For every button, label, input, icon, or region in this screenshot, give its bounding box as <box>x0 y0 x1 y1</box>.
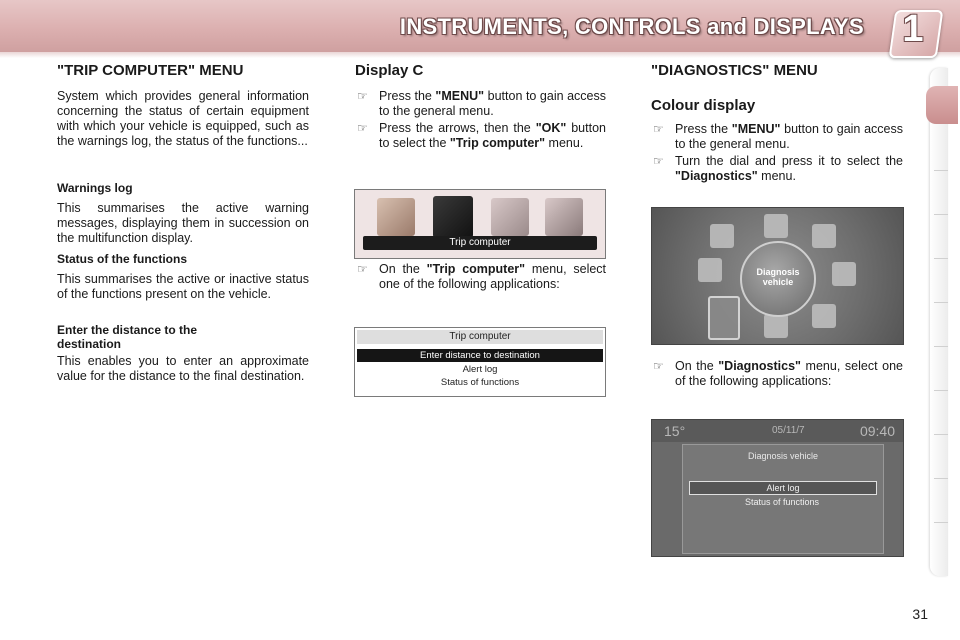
step-text: On the <box>675 359 719 373</box>
audio-icon <box>377 198 415 236</box>
pointing-hand-icon: ☞ <box>357 89 368 103</box>
step-text: menu, select one of the following applications: <box>379 262 607 291</box>
trip-computer-ref: "Trip computer" <box>426 262 526 276</box>
outside-temperature: 15° <box>664 423 686 439</box>
status-functions-text: This summarises the active or inactive status of the functions present on the vehicle. <box>57 272 309 301</box>
chapter-number: 1 <box>902 8 924 50</box>
page-number: 31 <box>912 606 928 622</box>
diagnosis-vehicle-center[interactable] <box>740 241 816 317</box>
warnings-log-text: This summarises the active warning messages, displaying them in succession on the multifunction display. <box>57 201 309 245</box>
display-c-step-1 <box>355 89 606 119</box>
step-text: button to gain access to the general menu. <box>675 122 904 151</box>
phone-icon <box>832 262 856 286</box>
settings-icon <box>812 304 836 328</box>
side-index-divider <box>934 522 948 523</box>
trip-computer-heading: "TRIP COMPUTER" MENU <box>57 62 244 79</box>
menu-button-ref: "MENU" <box>731 122 781 136</box>
fuel-pump-icon <box>433 196 473 238</box>
side-index-divider <box>934 170 948 171</box>
diagnosis-panel <box>682 444 884 554</box>
trip-screen-header: Trip computer <box>357 330 603 344</box>
status-functions-title: Status of the functions <box>57 252 187 266</box>
step-text: On the <box>379 262 427 276</box>
car-icon <box>812 224 836 248</box>
distance-destination-text: This enables you to enter an approximate value for the distance to the final destination. <box>57 354 309 383</box>
side-index-divider <box>934 478 948 479</box>
selected-menu-label: Trip computer <box>363 236 597 250</box>
display-c-step-3-wrap <box>355 262 606 292</box>
diagnostics-step-2 <box>651 154 903 184</box>
diagnostics-step-3-wrap <box>651 359 903 389</box>
display-c-heading: Display C <box>355 62 424 79</box>
warnings-log-title: Warnings log <box>57 181 133 195</box>
clock-readout: 09:40 <box>859 423 895 439</box>
telephone-icon <box>545 198 583 236</box>
menu-item-alert-log[interactable]: Alert log <box>462 364 498 375</box>
settings-sliders-icon <box>491 198 529 236</box>
column-trip-computer <box>57 58 309 384</box>
step-text: Press the <box>675 122 732 136</box>
diagnosis-panel-title: Diagnosis vehicle <box>747 451 819 461</box>
pointing-hand-icon: ☞ <box>357 262 368 276</box>
diagnostics-ref: "Diagnostics" <box>675 169 758 183</box>
display-c-step-3 <box>355 262 606 292</box>
step-text: menu. <box>757 169 796 183</box>
step-text: menu, select one of the following applications: <box>675 359 903 388</box>
side-index-divider <box>934 434 948 435</box>
diag-center-line1: Diagnosis <box>756 267 800 277</box>
step-text: button to gain access to the general menu. <box>379 89 606 118</box>
diagnosis-vehicle-screen <box>651 419 904 557</box>
diagnostics-menu-screen <box>651 207 904 345</box>
side-index-tab-active[interactable] <box>926 86 958 124</box>
side-index-divider <box>934 346 948 347</box>
side-index-divider <box>934 390 948 391</box>
pointing-hand-icon: ☞ <box>653 122 664 136</box>
column-display-c <box>355 58 606 151</box>
colour-display-heading: Colour display <box>651 97 756 114</box>
diag-center-line2: vehicle <box>762 277 794 287</box>
diagnostics-step-1 <box>651 122 903 152</box>
ok-button-ref: "OK" <box>535 121 567 135</box>
menu-item-status-functions[interactable]: Status of functions <box>744 497 820 507</box>
diagnostics-heading: "DIAGNOSTICS" MENU <box>651 62 818 79</box>
column-diagnostics <box>651 58 903 184</box>
display-c-step-2 <box>355 121 606 151</box>
status-bar <box>652 420 903 442</box>
pointing-hand-icon: ☞ <box>653 154 664 168</box>
trip-computer-ref: "Trip computer" <box>449 136 546 150</box>
trip-computer-screen <box>354 327 606 397</box>
side-index-divider <box>934 302 948 303</box>
step-text: Turn the dial and press it to select the <box>675 154 903 168</box>
menu-item-status-functions[interactable]: Status of functions <box>440 377 520 388</box>
date-readout: 05/11/7 <box>772 425 805 436</box>
side-index-rail <box>930 68 948 576</box>
menu-button-ref: "MENU" <box>435 89 485 103</box>
menu-item-enter-distance[interactable]: Enter distance to destination <box>357 349 603 362</box>
distance-destination-title: Enter the distance to the destination <box>57 323 198 351</box>
diagnostics-ref: "Diagnostics" <box>718 359 801 373</box>
step-text: Press the arrows, then the <box>379 121 536 135</box>
side-index-divider <box>934 214 948 215</box>
page-title: INSTRUMENTS, CONTROLS and DISPLAYS <box>399 14 864 39</box>
display-c-menu-screen <box>354 189 606 259</box>
pointing-hand-icon: ☞ <box>357 121 368 135</box>
side-index-divider <box>934 258 948 259</box>
menu-item-alert-log[interactable]: Alert log <box>689 481 877 495</box>
diagnostics-step-3 <box>651 359 903 389</box>
step-text: button to select the <box>379 121 606 150</box>
audio-icon <box>710 224 734 248</box>
fuel-pump-icon <box>708 296 740 340</box>
warning-triangle-icon <box>764 214 788 238</box>
step-text: menu. <box>545 136 584 150</box>
navigation-icon <box>764 314 788 338</box>
compass-icon <box>698 258 722 282</box>
pointing-hand-icon: ☞ <box>653 359 664 373</box>
trip-computer-intro: System which provides general information concerning the status of certain equipment with which your vehicle is equipped, such as the warnings log, the status of the functions... <box>57 89 309 148</box>
step-text: Press the <box>379 89 436 103</box>
